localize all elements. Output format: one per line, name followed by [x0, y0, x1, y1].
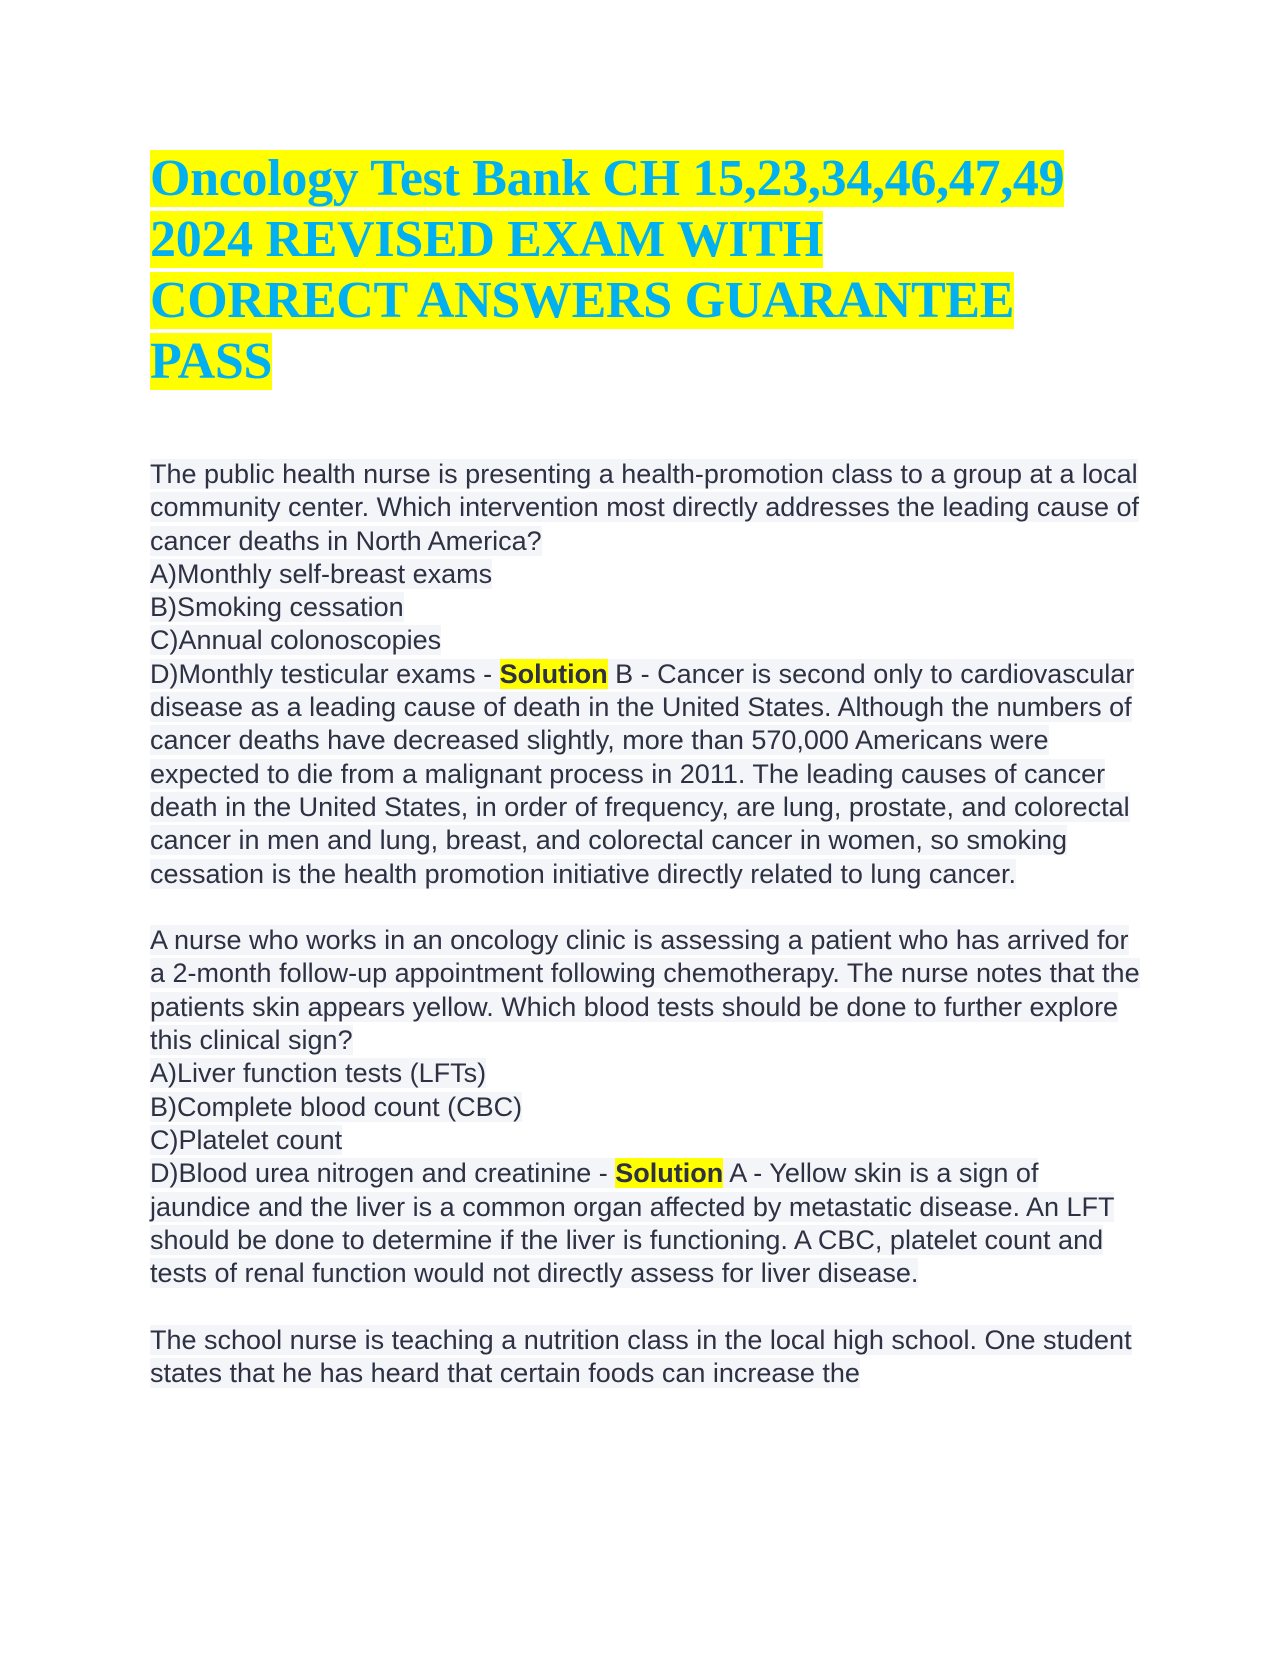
solution-rationale: A - Yellow skin is a sign of jaundice and the liver is a common organ affected by metastatic disease. An LFT should be done to determine if the liver is functioning. A CBC, platelet count and tests of renal function would not directly assess for liver disease.	[150, 1158, 1115, 1289]
solution-label: Solution	[499, 658, 608, 689]
title-line-1: Oncology Test Bank CH 15,23,34,46,47,49	[150, 150, 1065, 207]
answer-option-a: A)Monthly self-breast exams	[150, 558, 493, 589]
question-stem: The school nurse is teaching a nutrition class in the local high school. One student states that he has heard that certain foods can increase the	[150, 1324, 1132, 1389]
question-stem: A nurse who works in an oncology clinic is assessing a patient who has arrived for a 2-month follow-up appointment following chemotherapy. The nurse notes that the patients skin appears yellow. Which blood tests should be done to further explore this clinical sign?	[150, 925, 1140, 1056]
answer-option-b: B)Smoking cessation	[150, 592, 404, 623]
title-line-4: PASS	[150, 333, 273, 390]
title-line-3: CORRECT ANSWERS GUARANTEE	[150, 272, 1015, 329]
answer-option-d: D)Monthly testicular exams -	[150, 658, 500, 689]
solution-label: Solution	[615, 1158, 724, 1189]
answer-option-c: C)Annual colonoscopies	[150, 625, 442, 656]
solution-rationale: B - Cancer is second only to cardiovascular disease as a leading cause of death in the United States. Although the numbers of cancer deaths have decreased slightly, more than 570,000 Americans were expected to die from a malignant process in 2011. The leading causes of cancer death in the United States, in order of frequency, are lung, prostate, and colorectal cancer in men and lung, breast, and colorectal cancer in women, so smoking cessation is the health promotion initiative directly related to lung cancer.	[150, 658, 1135, 889]
question-block-3	[150, 1324, 1140, 1391]
question-stem: The public health nurse is presenting a health-promotion class to a group at a local community center. Which intervention most directly addresses the leading cause of cancer deaths in North America?	[150, 459, 1139, 556]
document-title	[150, 148, 1140, 392]
title-line-2: 2024 REVISED EXAM WITH	[150, 211, 823, 268]
document-page	[150, 148, 1140, 1424]
question-block-1	[150, 458, 1140, 891]
question-block-2	[150, 924, 1140, 1290]
answer-option-a: A)Liver function tests (LFTs)	[150, 1058, 487, 1089]
answer-option-b: B)Complete blood count (CBC)	[150, 1091, 523, 1122]
answer-option-c: C)Platelet count	[150, 1124, 343, 1155]
answer-option-d: D)Blood urea nitrogen and creatinine -	[150, 1158, 616, 1189]
